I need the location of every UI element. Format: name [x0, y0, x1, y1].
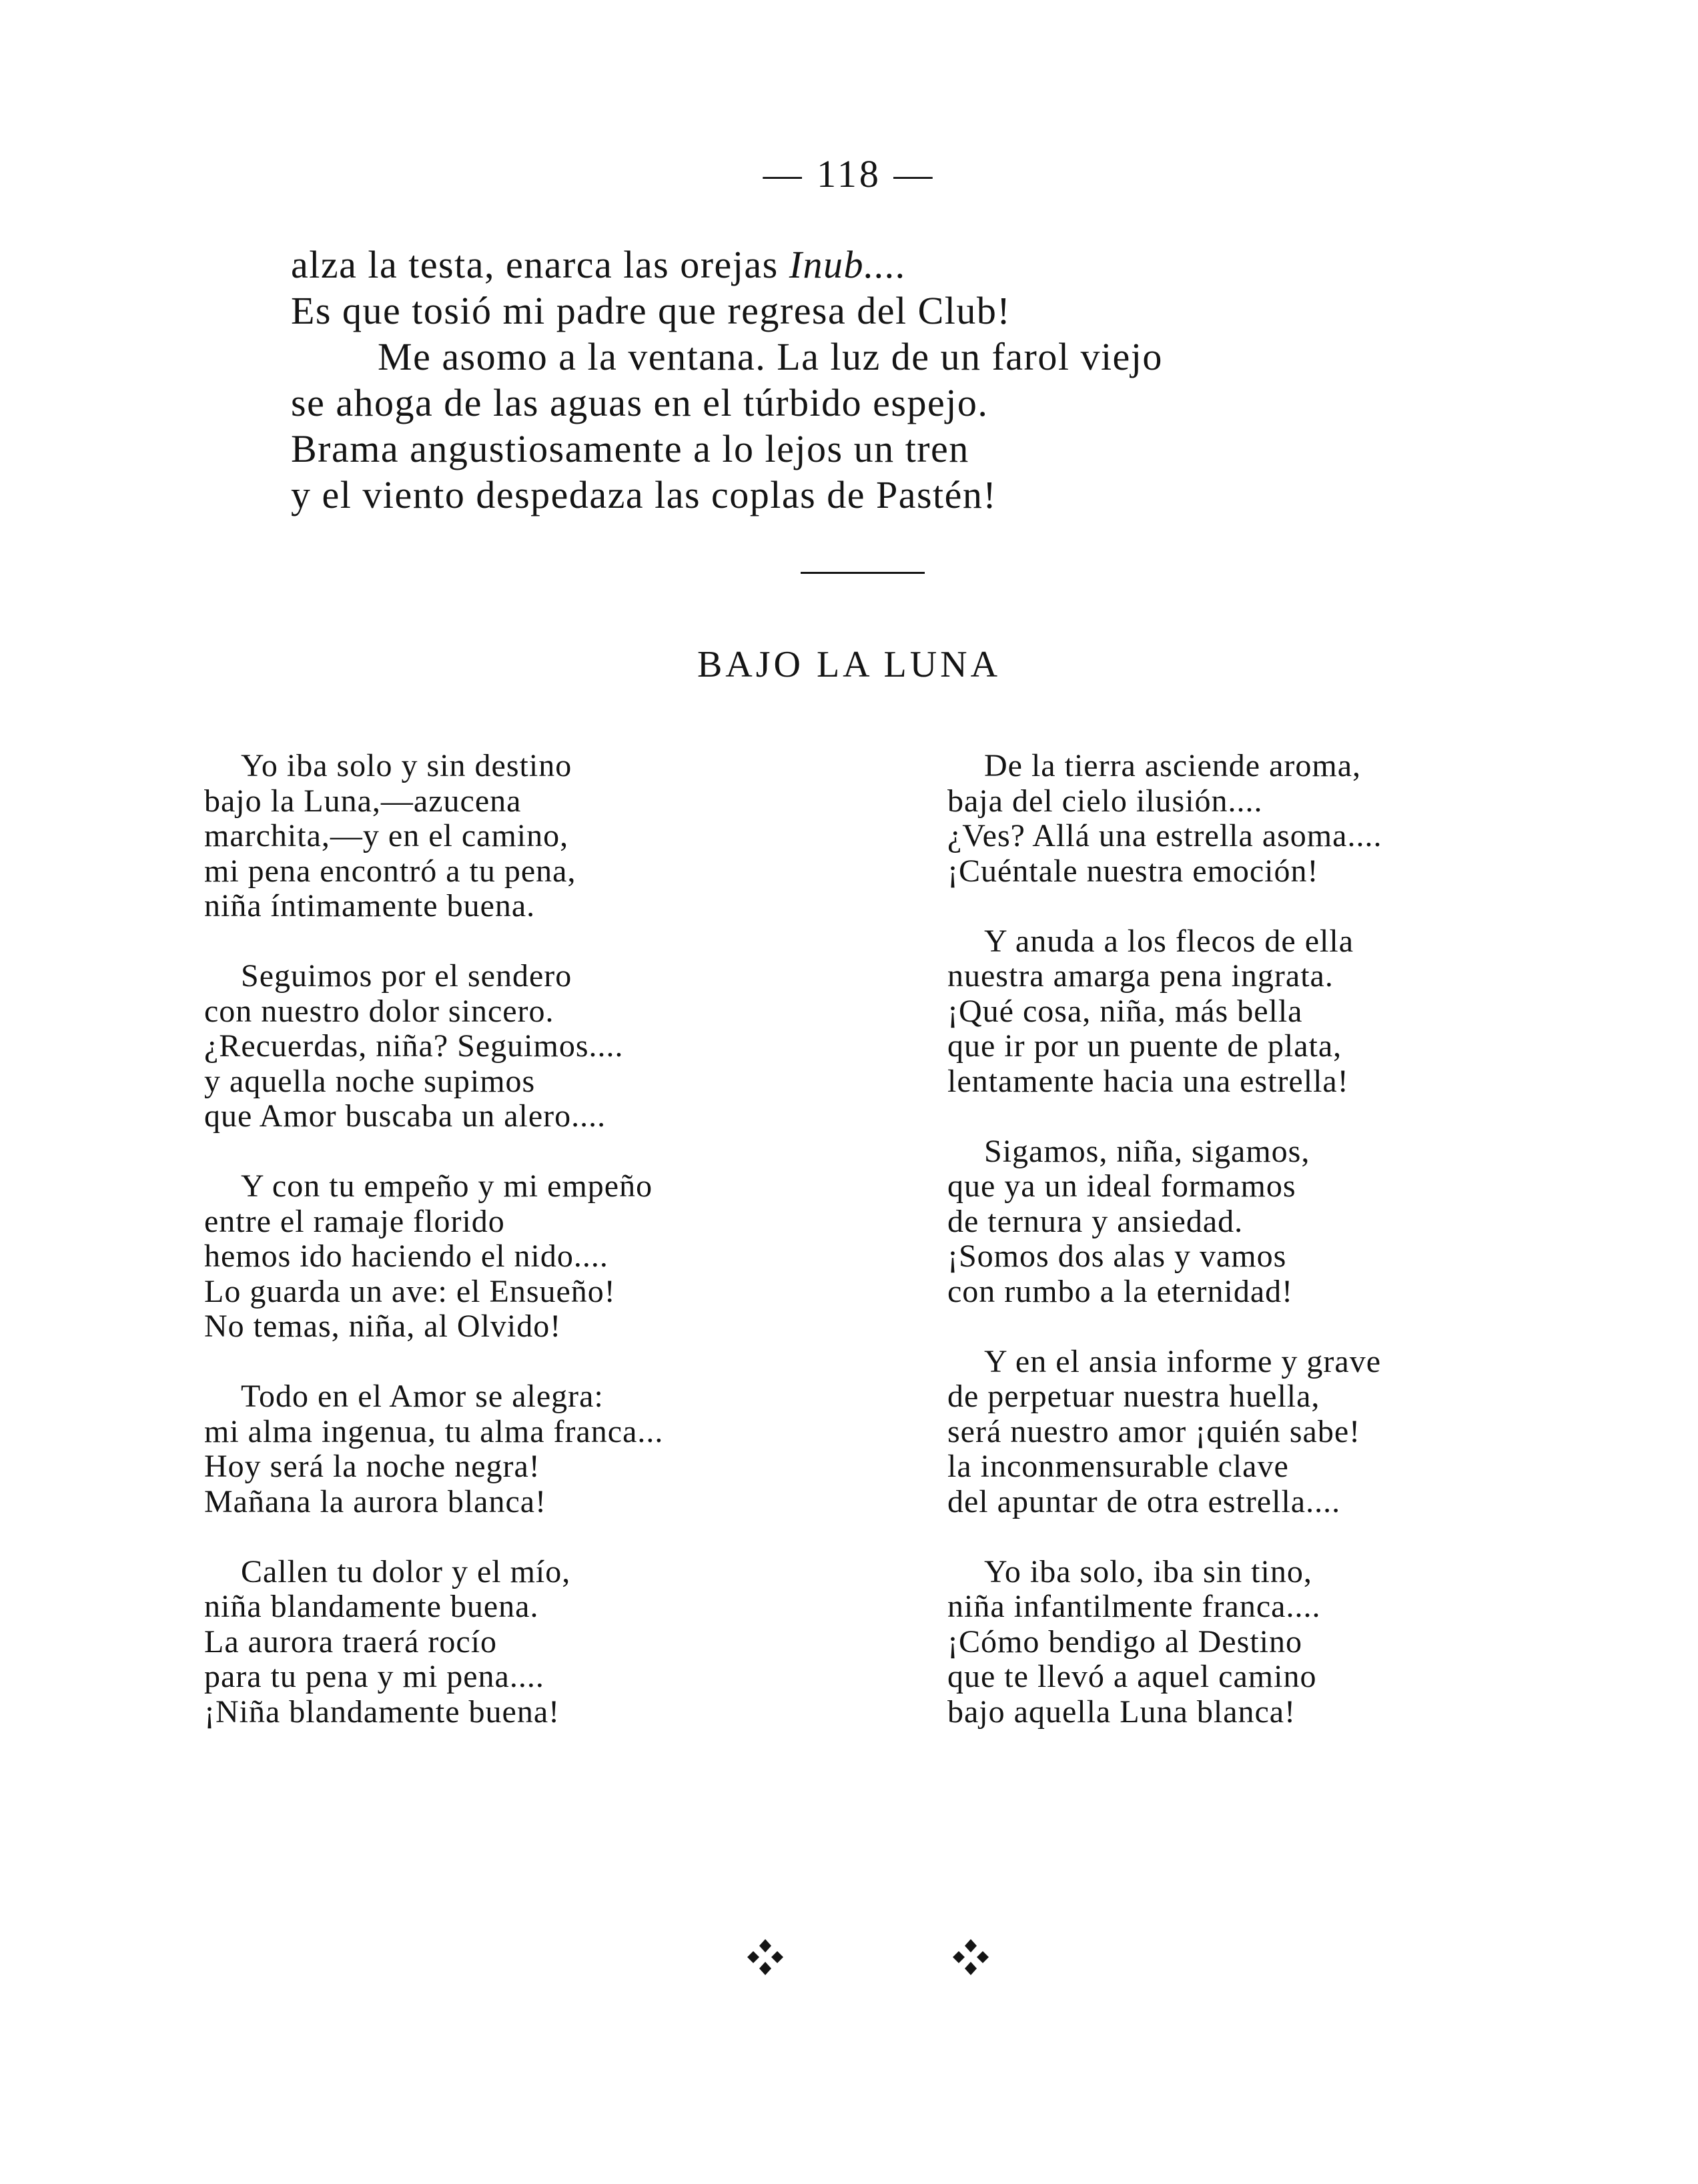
stanza: [204, 959, 805, 1134]
verse-line: con rumbo a la eternidad!: [947, 1273, 1294, 1309]
stanza: [204, 749, 805, 924]
verse-line: Sigamos, niña, sigamos,: [984, 1133, 1310, 1169]
verse-line: bajo aquella Luna blanca!: [947, 1694, 1296, 1730]
stanza: [204, 1379, 805, 1519]
stanza: [947, 924, 1561, 1100]
intro-line: y el viento despedaza las coplas de Pastén!: [291, 473, 997, 516]
poem-title: BAJO LA LUNA: [697, 644, 1001, 685]
verse-line: niña blandamente buena.: [204, 1589, 539, 1624]
verse-line: baja del cielo ilusión....: [947, 783, 1263, 819]
intro-line: [291, 242, 1425, 288]
intro-verse: [291, 242, 1425, 518]
verse-line: la inconmensurable clave: [947, 1449, 1289, 1484]
verse-line: Callen tu dolor y el mío,: [241, 1553, 571, 1589]
verse-line: Hoy será la noche negra!: [204, 1449, 540, 1484]
verse-line: ¡Cuéntale nuestra emoción!: [947, 853, 1319, 889]
verse-line: de perpetuar nuestra huella,: [947, 1379, 1320, 1414]
verse-line: Y en el ansia informe y grave: [984, 1343, 1381, 1379]
verse-line: De la tierra asciende aroma,: [984, 748, 1362, 783]
verse-line: Yo iba solo y sin destino: [241, 748, 572, 783]
diamond-cluster-ornament-icon: [742, 1934, 789, 1980]
stanza: [947, 749, 1561, 889]
verse-line: entre el ramaje florido: [204, 1203, 505, 1239]
verse-line: Lo guarda un ave: el Ensueño!: [204, 1273, 616, 1309]
verse-line: para tu pena y mi pena....: [204, 1659, 544, 1694]
verse-line: que ir por un puente de plata,: [947, 1028, 1342, 1064]
intro-line: Es que tosió mi padre que regresa del Club!: [291, 289, 1011, 332]
stanza: [204, 1169, 805, 1345]
verse-line: Seguimos por el sendero: [241, 958, 572, 994]
verse-line: niña íntimamente buena.: [204, 888, 536, 924]
verse-line: Todo en el Amor se alegra:: [241, 1379, 604, 1414]
verse-line: bajo la Luna,—azucena: [204, 783, 522, 819]
stanza: [947, 1555, 1561, 1730]
verse-line: ¡Qué cosa, niña, más bella: [947, 993, 1303, 1029]
page-number: — 118 —: [763, 152, 935, 196]
verse-line: será nuestro amor ¡quién sabe!: [947, 1413, 1361, 1449]
verse-line: nuestra amarga pena ingrata.: [947, 958, 1334, 994]
intro-line-text: alza la testa, enarca las orejas: [291, 243, 789, 286]
verse-line: con nuestro dolor sincero.: [204, 993, 554, 1029]
stanza: [947, 1134, 1561, 1310]
verse-line: Y con tu empeño y mi empeño: [241, 1168, 653, 1204]
section-divider: [801, 572, 925, 574]
verse-line: del apuntar de otra estrella....: [947, 1483, 1341, 1519]
verse-line: que te llevó a aquel camino: [947, 1659, 1317, 1694]
intro-line: se ahoga de las aguas en el túrbido espejo.: [291, 381, 989, 424]
poem-left-column: [204, 749, 805, 1765]
verse-line: de ternura y ansiedad.: [947, 1203, 1244, 1239]
poem-right-column: [947, 749, 1561, 1765]
stanza: [204, 1555, 805, 1730]
intro-line: Brama angustiosamente a lo lejos un tren: [291, 427, 969, 470]
verse-line: ¿Recuerdas, niña? Seguimos....: [204, 1028, 624, 1064]
verse-line: ¡Somos dos alas y vamos: [947, 1238, 1287, 1274]
verse-line: Y anuda a los flecos de ella: [984, 923, 1354, 959]
stanza: [947, 1345, 1561, 1520]
verse-line: marchita,—y en el camino,: [204, 818, 569, 853]
verse-line: que Amor buscaba un alero....: [204, 1098, 606, 1134]
intro-italic-word: Inub....: [789, 243, 907, 286]
verse-line: ¡Niña blandamente buena!: [204, 1694, 560, 1730]
verse-line: Yo iba solo, iba sin tino,: [984, 1553, 1312, 1589]
verse-line: Mañana la aurora blanca!: [204, 1483, 547, 1519]
verse-line: ¿Ves? Allá una estrella asoma....: [947, 818, 1382, 853]
verse-line: lentamente hacia una estrella!: [947, 1063, 1349, 1099]
verse-line: y aquella noche supimos: [204, 1063, 536, 1099]
intro-line: Me asomo a la ventana. La luz de un farol viejo: [378, 335, 1163, 378]
verse-line: mi alma ingenua, tu alma franca...: [204, 1413, 664, 1449]
verse-line: La aurora traerá rocío: [204, 1623, 498, 1660]
ornament-row: [0, 1934, 1698, 1987]
diamond-cluster-ornament-icon: [947, 1934, 994, 1980]
verse-line: No temas, niña, al Olvido!: [204, 1309, 562, 1344]
verse-line: mi pena encontró a tu pena,: [204, 853, 576, 889]
verse-line: ¡Cómo bendigo al Destino: [947, 1623, 1302, 1660]
verse-line: hemos ido haciendo el nido....: [204, 1238, 608, 1274]
verse-line: que ya un ideal formamos: [947, 1168, 1296, 1204]
verse-line: niña infantilmente franca....: [947, 1589, 1321, 1624]
